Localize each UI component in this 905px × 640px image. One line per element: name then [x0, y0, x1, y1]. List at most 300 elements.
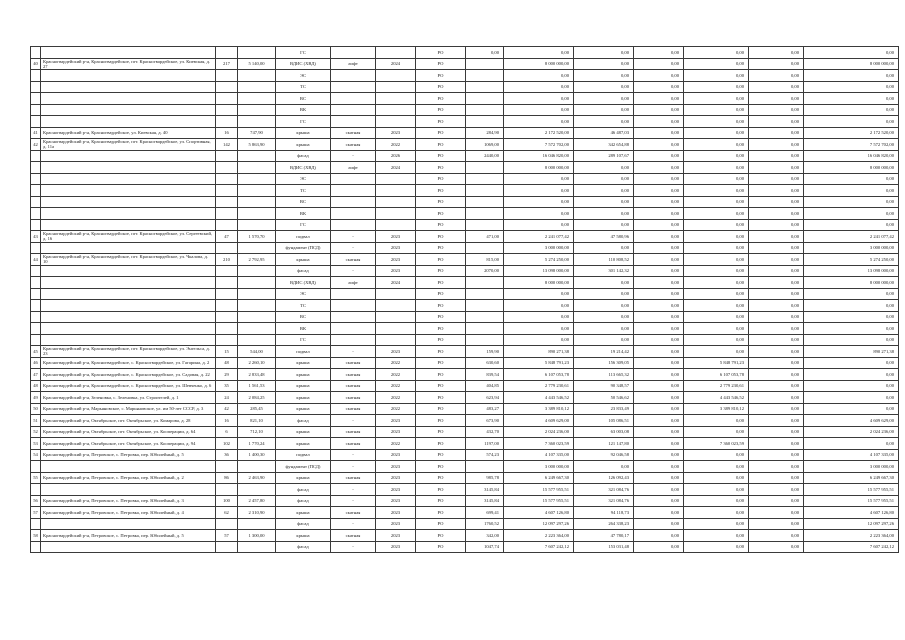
table-cell: 0,00 — [749, 70, 804, 82]
table-cell: фасад — [276, 150, 331, 162]
table-cell: 1 400,30 — [238, 449, 276, 461]
table-cell: 2 084,25 — [238, 392, 276, 404]
table-cell: 102 — [216, 438, 238, 450]
table-cell: 0,00 — [574, 104, 634, 116]
table-cell — [238, 208, 276, 220]
table-cell — [466, 173, 504, 185]
table-cell: 5 848 791,23 — [684, 357, 749, 369]
table-cell: 0,00 — [749, 81, 804, 93]
table-cell: 29 — [216, 369, 238, 381]
table-cell: 2 223 364,00 — [504, 530, 574, 542]
table-cell: ВС — [276, 93, 331, 105]
table-cell — [466, 196, 504, 208]
table-cell: крыша — [276, 530, 331, 542]
table-cell: 8 000 000,00 — [804, 58, 899, 70]
table-cell: 0,00 — [684, 93, 749, 105]
table-cell: 2 172 520,00 — [804, 127, 899, 139]
table-row — [31, 196, 899, 208]
table-cell: ЭС — [276, 288, 331, 300]
table-cell — [41, 185, 216, 197]
table-cell: 6 107 053,78 — [504, 369, 574, 381]
table-cell: 0,00 — [634, 346, 684, 358]
table-cell: Красногвардейский р-н, Петровское, с. Петровка, пер. Юбилейный, д. 2 — [41, 472, 216, 484]
table-cell — [331, 173, 376, 185]
table-cell — [331, 334, 376, 346]
table-cell: ВДИС (ХВД) — [276, 58, 331, 70]
table-cell: 0,00 — [634, 208, 684, 220]
table-cell — [31, 70, 41, 82]
table-cell: 321 084,76 — [574, 495, 634, 507]
table-cell: 0,00 — [684, 495, 749, 507]
table-cell — [41, 81, 216, 93]
table-cell: 58 — [31, 530, 41, 542]
table-cell: 2023 — [376, 495, 416, 507]
table-cell: лифт — [331, 277, 376, 289]
table-cell: 0,00 — [749, 323, 804, 335]
table-cell: 217 — [216, 58, 238, 70]
table-cell — [376, 219, 416, 231]
table-cell: 15 577 955,51 — [804, 495, 899, 507]
table-cell: скатная — [331, 380, 376, 392]
table-cell: 0,00 — [574, 70, 634, 82]
table-cell — [31, 323, 41, 335]
table-cell: - — [331, 265, 376, 277]
table-cell — [466, 242, 504, 254]
table-cell — [238, 47, 276, 59]
table-cell: 0,00 — [634, 472, 684, 484]
table-cell — [238, 185, 276, 197]
page-bottom-margin — [0, 620, 905, 640]
table-cell — [41, 150, 216, 162]
table-cell: 7 572 702,00 — [504, 139, 574, 151]
table-cell: 2022 — [376, 438, 416, 450]
table-cell — [41, 93, 216, 105]
table-cell — [238, 70, 276, 82]
table-cell: 2022 — [376, 403, 416, 415]
table-cell — [238, 173, 276, 185]
table-cell: 0,00 — [804, 116, 899, 128]
table-cell: РО — [416, 518, 466, 530]
table-cell: Красногвардейский р-н, Красногвардейское, ул. Киевская, д. 40 — [41, 127, 216, 139]
table-cell: 0,00 — [684, 208, 749, 220]
table-cell: скатная — [331, 357, 376, 369]
table-cell: крыша — [276, 438, 331, 450]
table-cell: 2440,00 — [466, 150, 504, 162]
table-cell — [238, 334, 276, 346]
table-cell: крыша — [276, 254, 331, 266]
table-cell: 0,00 — [684, 300, 749, 312]
table-cell: 16 — [216, 127, 238, 139]
table-row — [31, 369, 899, 381]
table-cell: 0,00 — [749, 369, 804, 381]
table-cell: 0,00 — [684, 334, 749, 346]
table-cell — [376, 334, 416, 346]
table-cell: 0,00 — [749, 150, 804, 162]
table-cell: 90 348,57 — [574, 380, 634, 392]
table-cell — [31, 277, 41, 289]
table-cell — [466, 104, 504, 116]
table-cell: 0,00 — [574, 334, 634, 346]
table-cell: 0,00 — [749, 484, 804, 496]
table-cell: 0,00 — [684, 58, 749, 70]
table-cell: 0,00 — [574, 311, 634, 323]
table-cell: 284,90 — [466, 127, 504, 139]
table-cell: Красногвардейский р-н, Петровское, с. Петровка, пер. Юбилейный, д. 5 — [41, 530, 216, 542]
table-cell: 0,00 — [634, 461, 684, 473]
table-cell: РО — [416, 116, 466, 128]
table-cell: ВДИС (ХВД) — [276, 277, 331, 289]
table-row — [31, 242, 899, 254]
table-cell: 0,00 — [634, 369, 684, 381]
table-cell: 5 140,00 — [238, 58, 276, 70]
table-cell: 0,00 — [749, 208, 804, 220]
table-cell — [466, 81, 504, 93]
table-cell — [216, 242, 238, 254]
table-cell: 0,00 — [749, 231, 804, 243]
table-cell: 0,00 — [574, 185, 634, 197]
table-cell: 0,00 — [684, 254, 749, 266]
table-cell: 0,00 — [804, 403, 899, 415]
table-cell: 8 000 000,00 — [504, 162, 574, 174]
table-cell: фасад — [276, 415, 331, 427]
table-cell: 142 — [216, 139, 238, 151]
table-cell: 15 577 955,51 — [804, 484, 899, 496]
table-cell: РО — [416, 70, 466, 82]
table-cell: ТС — [276, 300, 331, 312]
table-cell: 2 241 077,42 — [804, 231, 899, 243]
table-cell: Красногвардейский р-н, Петровское, с. Петровка, пер. Юбилейный, д. 3 — [41, 495, 216, 507]
table-cell: 483,27 — [466, 403, 504, 415]
table-cell: 100 — [216, 495, 238, 507]
document-table-region — [30, 46, 898, 617]
table-cell: 2023 — [376, 265, 416, 277]
table-cell: 0,00 — [684, 173, 749, 185]
table-cell: ТС — [276, 185, 331, 197]
table-cell: 285,45 — [238, 403, 276, 415]
table-cell — [41, 541, 216, 553]
table-cell: 0,00 — [749, 300, 804, 312]
table-cell: 0,00 — [504, 300, 574, 312]
table-cell — [216, 173, 238, 185]
table-cell: Красногвардейский р-н, Красногвардейское, пгт. Красногвардейское, ул. Спортивная, д. 11а — [41, 139, 216, 151]
table-cell — [238, 323, 276, 335]
table-cell — [31, 461, 41, 473]
table-cell — [238, 116, 276, 128]
table-cell — [216, 334, 238, 346]
table-cell: 0,00 — [749, 392, 804, 404]
table-cell: 1 570,70 — [238, 231, 276, 243]
table-cell: 0,00 — [749, 93, 804, 105]
table-cell — [216, 288, 238, 300]
table-cell: Красногвардейский р-н, Красногвардейское, пгт. Красногвардейское, ул. Энгельса, д. 23 — [41, 346, 216, 358]
table-cell: лифт — [331, 162, 376, 174]
table-cell: РО — [416, 484, 466, 496]
table-cell: ЭС — [276, 70, 331, 82]
table-cell: 24 — [216, 392, 238, 404]
table-cell: крыша — [276, 369, 331, 381]
table-cell: 544,00 — [238, 346, 276, 358]
table-cell: 0,00 — [749, 58, 804, 70]
table-cell: 0,00 — [634, 507, 684, 519]
table-cell: 2023 — [376, 484, 416, 496]
table-cell: 0,00 — [684, 415, 749, 427]
table-cell: 0,00 — [634, 518, 684, 530]
table-cell: - — [331, 495, 376, 507]
table-cell: 6 249 667,30 — [804, 472, 899, 484]
table-cell — [466, 334, 504, 346]
table-cell: 839,54 — [466, 369, 504, 381]
table-cell: 4 107 335,00 — [504, 449, 574, 461]
table-cell — [238, 541, 276, 553]
table-cell: 56 — [31, 495, 41, 507]
table-cell: 15 — [216, 346, 238, 358]
table-cell — [466, 288, 504, 300]
table-cell: 630,60 — [466, 357, 504, 369]
table-cell: 0,00 — [634, 242, 684, 254]
table-cell: 985,78 — [466, 472, 504, 484]
table-cell — [216, 461, 238, 473]
table-cell: 0,00 — [749, 357, 804, 369]
table-row — [31, 127, 899, 139]
table-cell — [41, 484, 216, 496]
table-cell: скатная — [331, 392, 376, 404]
table-cell: 5 274 250,00 — [804, 254, 899, 266]
table-cell: 53 — [31, 438, 41, 450]
table-cell: 0,00 — [684, 185, 749, 197]
table-cell: 0,00 — [574, 219, 634, 231]
table-cell — [216, 208, 238, 220]
table-cell — [466, 311, 504, 323]
table-cell: РО — [416, 93, 466, 105]
table-cell — [376, 93, 416, 105]
table-cell — [376, 208, 416, 220]
table-row — [31, 357, 899, 369]
table-cell: РО — [416, 254, 466, 266]
table-cell: фундамент (ПСД) — [276, 461, 331, 473]
table-cell: Красногвардейский р-н, Зеленовка, с. Зеленовка, ул. Строителей, д. 1 — [41, 392, 216, 404]
table-cell — [216, 162, 238, 174]
table-cell: 5 863,90 — [238, 139, 276, 151]
table-cell — [216, 104, 238, 116]
table-cell: 4 607 126,80 — [504, 507, 574, 519]
table-cell: РО — [416, 58, 466, 70]
table-row — [31, 104, 899, 116]
table-cell — [31, 173, 41, 185]
table-cell: 0,00 — [504, 219, 574, 231]
table-cell: 289 107,67 — [574, 150, 634, 162]
table-cell: 16 046 820,00 — [504, 150, 574, 162]
table-cell: 16 — [216, 415, 238, 427]
table-cell: 19 214,42 — [574, 346, 634, 358]
table-row — [31, 449, 899, 461]
table-cell: РО — [416, 334, 466, 346]
table-cell: 8 000 000,00 — [504, 58, 574, 70]
table-cell — [216, 196, 238, 208]
table-cell — [41, 242, 216, 254]
table-row — [31, 530, 899, 542]
table-cell — [238, 518, 276, 530]
table-cell: 2070,00 — [466, 265, 504, 277]
table-cell: ТС — [276, 81, 331, 93]
table-cell — [466, 162, 504, 174]
table-cell — [41, 162, 216, 174]
table-cell: ГС — [276, 334, 331, 346]
table-cell: 0,00 — [804, 357, 899, 369]
table-cell — [466, 70, 504, 82]
table-cell: 35 — [216, 380, 238, 392]
table-cell: 0,00 — [804, 334, 899, 346]
table-cell: 0,00 — [634, 116, 684, 128]
table-cell: 747,90 — [238, 127, 276, 139]
table-cell — [216, 150, 238, 162]
table-cell: 404,85 — [466, 380, 504, 392]
table-cell: Красногвардейский р-н, Красногвардейское, с. Красногвардейское, ул. Садовая, д. 22 — [41, 369, 216, 381]
table-cell: 2023 — [376, 507, 416, 519]
table-cell: РО — [416, 449, 466, 461]
table-cell: 159,90 — [466, 346, 504, 358]
table-cell — [41, 334, 216, 346]
table-cell: скатная — [331, 530, 376, 542]
table-cell — [376, 196, 416, 208]
table-cell: крыша — [276, 426, 331, 438]
table-cell — [238, 104, 276, 116]
table-cell: 0,00 — [634, 196, 684, 208]
table-cell: подвал — [276, 346, 331, 358]
table-cell: 40 — [31, 58, 41, 70]
table-cell: 0,00 — [574, 208, 634, 220]
table-cell: 0,00 — [749, 334, 804, 346]
table-cell: ВК — [276, 208, 331, 220]
table-cell: 57 — [216, 530, 238, 542]
table-cell: 54 — [31, 449, 41, 461]
table-cell: крыша — [276, 127, 331, 139]
table-cell — [41, 300, 216, 312]
table-cell: 0,00 — [684, 231, 749, 243]
table-cell: РО — [416, 127, 466, 139]
table-cell: 8 000 000,00 — [804, 277, 899, 289]
table-cell: 2 779 230,61 — [504, 380, 574, 392]
table-cell: 623,94 — [466, 392, 504, 404]
table-cell: 0,00 — [749, 162, 804, 174]
table-cell: РО — [416, 426, 466, 438]
table-cell: РО — [416, 288, 466, 300]
table-row — [31, 461, 899, 473]
table-cell: 153 031,48 — [574, 541, 634, 553]
table-cell: 1 770,24 — [238, 438, 276, 450]
table-cell: 0,00 — [684, 127, 749, 139]
table-cell — [31, 208, 41, 220]
table-cell: 4 607 126,80 — [804, 507, 899, 519]
table-cell: 0,00 — [684, 219, 749, 231]
table-cell: 4 107 335,00 — [804, 449, 899, 461]
table-cell: 0,00 — [749, 139, 804, 151]
table-cell: 0,00 — [804, 104, 899, 116]
table-cell: 0,00 — [574, 196, 634, 208]
table-cell: 48 — [216, 357, 238, 369]
table-row — [31, 438, 899, 450]
table-cell: 23 833,49 — [574, 403, 634, 415]
table-row — [31, 116, 899, 128]
table-cell: 0,00 — [634, 530, 684, 542]
table-cell: 0,00 — [749, 346, 804, 358]
table-cell: 2022 — [376, 380, 416, 392]
table-cell: РО — [416, 277, 466, 289]
table-cell: фасад — [276, 265, 331, 277]
table-cell: 3 000 000,00 — [504, 461, 574, 473]
table-cell: РО — [416, 323, 466, 335]
table-cell: 2023 — [376, 426, 416, 438]
table-cell: 2024 — [376, 58, 416, 70]
table-cell: 0,00 — [504, 70, 574, 82]
table-cell — [466, 219, 504, 231]
table-cell: 0,00 — [504, 104, 574, 116]
table-cell: РО — [416, 357, 466, 369]
table-cell: 0,00 — [634, 93, 684, 105]
table-cell: 0,00 — [504, 173, 574, 185]
table-cell: РО — [416, 438, 466, 450]
table-cell — [466, 461, 504, 473]
table-cell: 2022 — [376, 369, 416, 381]
table-cell: ГС — [276, 47, 331, 59]
table-cell — [31, 93, 41, 105]
table-cell — [376, 311, 416, 323]
table-cell: 0,00 — [574, 323, 634, 335]
table-cell: 673,90 — [466, 415, 504, 427]
table-cell: 0,00 — [749, 415, 804, 427]
table-cell: - — [331, 484, 376, 496]
table-cell: 51 — [31, 415, 41, 427]
table-cell — [238, 265, 276, 277]
table-cell: 2 792,95 — [238, 254, 276, 266]
table-cell: 0,00 — [684, 461, 749, 473]
table-cell: - — [331, 346, 376, 358]
table-cell: Красногвардейский р-н, Октябрьское, пгт. Октябрьское, ул. Кооперации, д. 94 — [41, 438, 216, 450]
table-cell: 0,00 — [749, 265, 804, 277]
table-cell — [216, 518, 238, 530]
table-cell: 0,00 — [684, 116, 749, 128]
table-cell: ВС — [276, 196, 331, 208]
table-cell — [238, 242, 276, 254]
table-cell: 2022 — [376, 357, 416, 369]
table-cell: 2 779 230,61 — [684, 380, 749, 392]
table-cell: 0,00 — [574, 116, 634, 128]
table-cell — [238, 484, 276, 496]
table-cell: РО — [416, 392, 466, 404]
table-cell: 0,00 — [804, 219, 899, 231]
table-cell: 0,00 — [634, 265, 684, 277]
table-cell: 0,00 — [684, 196, 749, 208]
table-cell: 0,00 — [504, 93, 574, 105]
table-cell: 0,00 — [634, 380, 684, 392]
table-cell — [41, 265, 216, 277]
table-row — [31, 541, 899, 553]
table-cell: 0,00 — [684, 323, 749, 335]
table-cell — [238, 311, 276, 323]
table-cell: 0,00 — [749, 541, 804, 553]
table-cell: ГС — [276, 219, 331, 231]
table-cell: 15 577 955,51 — [504, 484, 574, 496]
table-cell: 0,00 — [684, 518, 749, 530]
table-row — [31, 162, 899, 174]
table-cell — [216, 277, 238, 289]
table-cell: фундамент (ПСД) — [276, 242, 331, 254]
table-cell: 301 142,32 — [574, 265, 634, 277]
table-cell — [31, 334, 41, 346]
table-cell: 0,00 — [504, 323, 574, 335]
table-cell — [331, 81, 376, 93]
table-cell: крыша — [276, 472, 331, 484]
table-cell: 815,00 — [466, 254, 504, 266]
